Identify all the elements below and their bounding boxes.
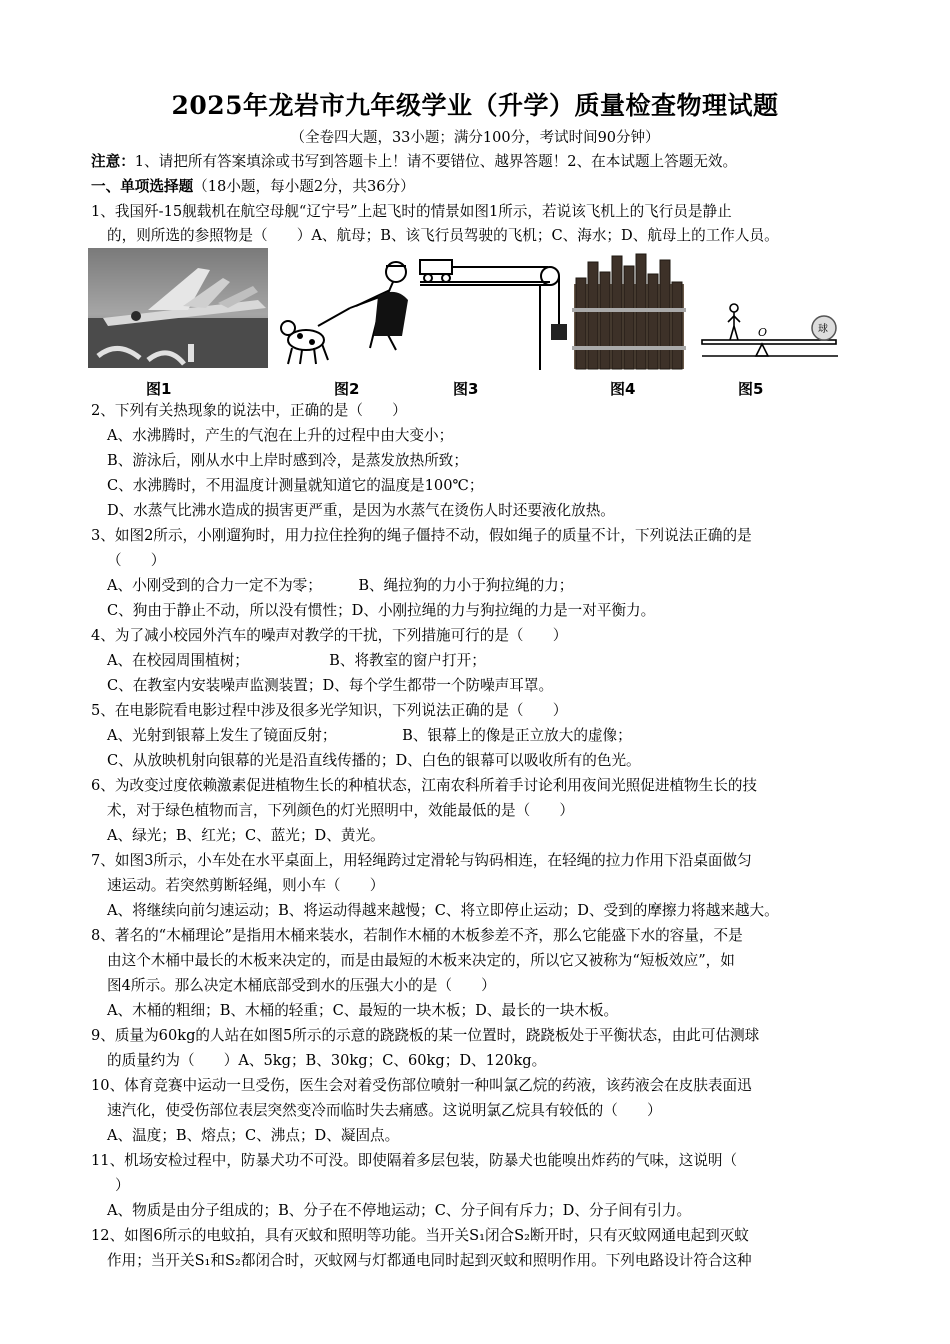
question-line: 4、为了减小校园外汽车的噪声对教学的干扰，下列措施可行的是（ ） [91,627,568,644]
question-line: 的，则所选的参照物是（ ）A、航母；B、该飞行员驾驶的飞机；C、海水；D、航母上的工作人员。 [107,227,779,244]
question-line: 由这个木桶中最长的木板来决定的，而是由最短的木板来决定的，所以它又被称为“短板效应”，如 [107,952,735,969]
figure-2-boy-dog [278,256,428,371]
notice-label: 注意： [91,153,135,170]
question-line: 6、为改变过度依赖激素促进植物生长的种植状态，江南农科所着手讨论利用夜间光照促进植物生长的技 [91,777,758,794]
question-line: 术，对于绿色植物而言，下列颜色的灯光照明中，效能最低的是（ ） [107,802,575,819]
exam-title: 2025年龙岩市九年级学业（升学）质量检查物理试题 [171,91,779,120]
option-line: A、光射到银幕上发生了镜面反射； B、银幕上的像是正立放大的虚像； [107,727,632,744]
option-line: A、小刚受到的合力一定不为零； B、绳拉狗的力小于狗拉绳的力； [107,577,574,594]
figure-caption: 图4 [610,380,636,398]
question-line: 的质量约为（ ）A、5kg；B、30kg；C、60kg；D、120kg。 [107,1052,547,1069]
question-line: 速运动。若突然剪断轻绳，则小车（ ） [107,877,385,894]
section-desc: （18小题，每小题2分，共36分） [193,178,415,195]
option-line: A、绿光；B、红光；C、蓝光；D、黄光。 [107,827,385,844]
option-line: A、将继续向前匀速运动；B、将运动得越来越慢；C、将立即停止运动；D、受到的摩擦力将越来越大。 [107,902,779,919]
question-line: 5、在电影院看电影过程中涉及很多光学知识，下列说法正确的是（ ） [91,702,568,719]
question-line: 10、体育竞赛中运动一旦受伤，医生会对着受伤部位喷射一种叫氯乙烷的药液，该药液会在皮肤表面迅 [91,1077,752,1094]
question-line: 1、我国歼-15舰载机在航空母舰“辽宁号”上起飞时的情景如图1所示，若说该飞机上的飞行员是静止 [91,203,732,220]
question-line: 11、机场安检过程中，防暴犬功不可没。即使隔着多层包装，防暴犬也能嗅出炸药的气味，这说明（ [91,1152,738,1169]
option-line: A、水沸腾时，产生的气泡在上升的过程中由大变小； [107,427,454,444]
section-title: 一、单项选择题 [91,178,194,195]
figure-4-wooden-barrel [566,254,696,374]
question-line: 2、下列有关热现象的说法中，正确的是（ ） [91,402,407,419]
notice-text: 1、请把所有答案填涂或书写到答题卡上！请不要错位、越界答题！2、在本试题上答题无效。 [134,153,738,170]
question-line: 12、如图6所示的电蚊拍，具有灭蚊和照明等功能。当开关S₁闭合S₂断开时，只有灭蚊网通电起到灭蚊 [91,1227,749,1244]
exam-subtitle: （全卷四大题，33小题；满分100分，考试时间90分钟） [290,130,660,146]
option-line: C、水沸腾时，不用温度计测量就知道它的温度是100℃； [107,477,484,494]
option-line: D、水蒸气比沸水造成的损害更严重，是因为水蒸气在烫伤人时还要液化放热。 [107,502,615,519]
option-line: A、温度；B、熔点；C、沸点；D、凝固点。 [107,1127,400,1144]
figure-caption: 图1 [146,380,172,398]
option-line: C、在教室内安装噪声监测装置；D、每个学生都带一个防噪声耳罩。 [107,677,554,694]
question-line: 9、质量为60kg的人站在如图5所示的示意的跷跷板的某一位置时，跷跷板处于平衡状态，由此可估测球 [91,1027,760,1044]
figures-row [88,248,868,398]
fig5-pivot-label: O [758,326,768,339]
option-line: C、从放映机射向银幕的光是沿直线传播的；D、白色的银幕可以吸收所有的色光。 [107,752,641,769]
question-line: 速汽化，使受伤部位表层突然变冷而临时失去痛感。这说明氯乙烷具有较低的（ ） [107,1102,662,1119]
option-line: C、狗由于静止不动，所以没有惯性；D、小刚拉绳的力与狗拉绳的力是一对平衡力。 [107,602,656,619]
option-line: A、物质是由分子组成的；B、分子在不停地运动；C、分子间有斥力；D、分子间有引力。 [107,1202,692,1219]
option-line: A、木桶的粗细；B、木桶的轻重；C、最短的一块木板；D、最长的一块木板。 [107,1002,619,1019]
figure-caption: 图2 [334,380,360,398]
question-line: （ ） [107,552,166,569]
question-line: 8、著名的“木桶理论”是指用木桶来装水，若制作木桶的木板参差不齐，那么它能盛下水的容量，不是 [91,927,743,944]
figure-caption: 图5 [738,380,764,398]
section-heading [91,177,415,197]
fig5-ball-label: 球 [818,324,828,335]
option-line: B、游泳后，刚从水中上岸时感到冷，是蒸发放热所致； [107,452,468,469]
question-line: 图4所示。那么决定木桶底部受到水的压强大小的是（ ） [107,977,496,994]
figure-1-jet-photo [88,248,268,368]
question-line: ） [115,1177,130,1194]
notice-line [91,152,737,172]
option-line: A、在校园周围植树； B、将教室的窗户打开； [107,652,486,669]
figure-5-seesaw [700,288,840,378]
question-line: 作用；当开关S₁和S₂都闭合时，灭蚊网与灯都通电同时起到灭蚊和照明作用。下列电路设计符合这种 [107,1252,752,1269]
figure-caption: 图3 [453,380,479,398]
question-line: 7、如图3所示，小车处在水平桌面上，用轻绳跨过定滑轮与钩码相连，在轻绳的拉力作用下沿桌面做匀 [91,852,752,869]
question-line: 3、如图2所示，小刚遛狗时，用力拉住拴狗的绳子僵持不动，假如绳子的质量不计，下列说法正确的是 [91,527,752,544]
figure-3-cart-pulley [420,252,570,372]
